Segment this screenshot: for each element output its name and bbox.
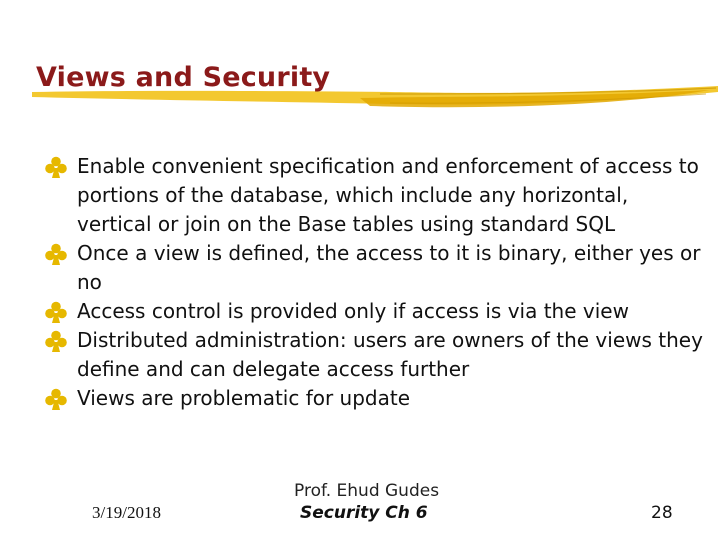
bullet-text: Access control is provided only if access is via the view bbox=[77, 299, 629, 323]
list-item bbox=[44, 152, 704, 239]
bullet-text: Enable convenient specification and enforcement of access to portions of the database, which include any horizontal, vertical or join on the Base tables using standard SQL bbox=[77, 154, 699, 236]
club-icon bbox=[44, 242, 68, 266]
footer-page-number: 28 bbox=[651, 503, 673, 523]
club-icon bbox=[44, 300, 68, 324]
club-icon bbox=[44, 387, 68, 411]
list-item bbox=[44, 297, 704, 326]
list-item bbox=[44, 384, 704, 413]
list-item bbox=[44, 326, 704, 384]
club-icon bbox=[44, 155, 68, 179]
bullet-text: Once a view is defined, the access to it is binary, either yes or no bbox=[77, 241, 701, 294]
slide-title: Views and Security bbox=[36, 62, 331, 93]
bullet-text: Views are problematic for update bbox=[77, 386, 411, 410]
club-icon bbox=[44, 329, 68, 353]
footer-date: 3/19/2018 bbox=[92, 503, 161, 522]
bullet-list bbox=[44, 152, 704, 413]
footer-course: Security Ch 6 bbox=[300, 503, 428, 523]
list-item bbox=[44, 239, 704, 297]
footer-author: Prof. Ehud Gudes bbox=[294, 481, 440, 501]
bullet-text: Distributed administration: users are owners of the views they define and can delegate access further bbox=[77, 328, 703, 381]
